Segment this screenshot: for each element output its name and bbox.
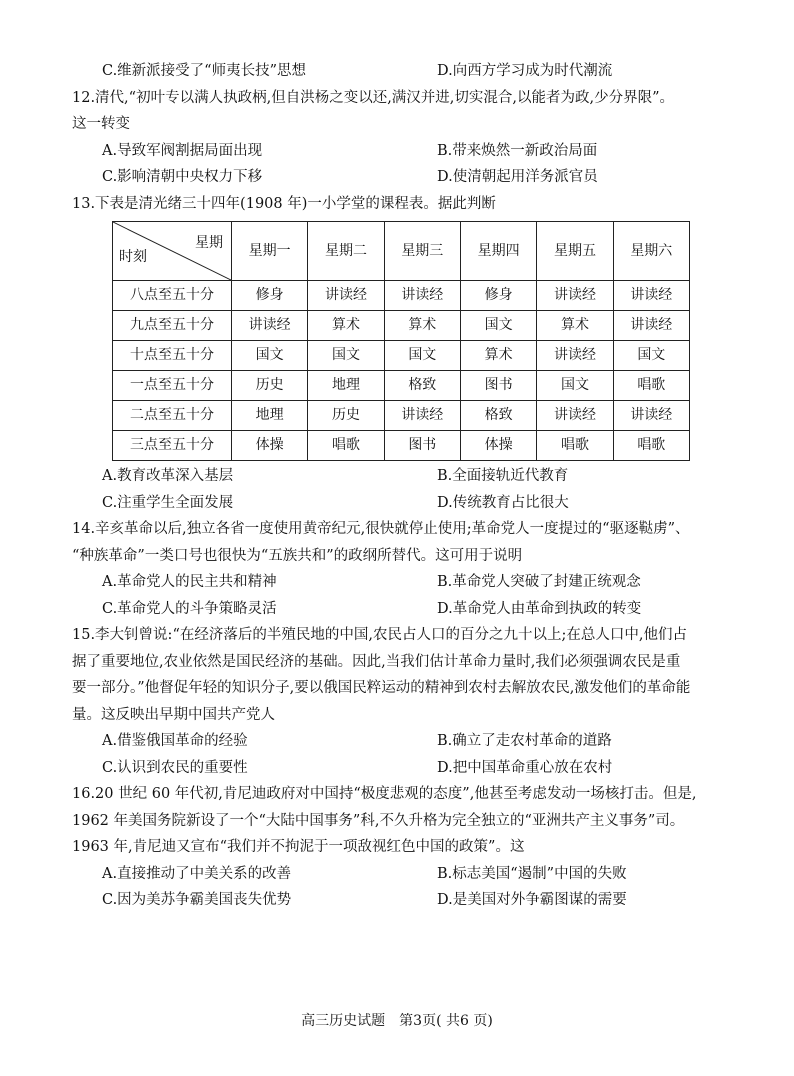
schedule-row	[113, 341, 690, 371]
subject-cell: 国文	[537, 371, 613, 401]
schedule-row	[113, 401, 690, 431]
q16-stem-line: 1962 年美国务院新设了一个“大陆中国事务”科,不久升格为完全独立的“亚洲共产主义事务”司。	[72, 812, 685, 829]
subject-cell: 地理	[308, 371, 384, 401]
time-cell: 九点至五十分	[113, 311, 232, 341]
q16-option-c: C.因为美苏争霸美国丧失优势	[102, 892, 292, 908]
q15-option-c: C.认识到农民的重要性	[102, 759, 248, 776]
q12-option-a: A.导致军阀割据局面出现	[102, 142, 263, 159]
schedule-corner-cell	[113, 222, 232, 281]
time-cell: 三点至五十分	[113, 431, 232, 461]
q16-stem-line: 16.20 世纪 60 年代初,肯尼迪政府对中国持“极度悲观的态度”,他甚至考虑发动一场核打击。但是,	[72, 786, 697, 802]
subject-cell: 算术	[308, 311, 384, 341]
day-header: 星期一	[232, 222, 308, 281]
q15-option-a: A.借鉴俄国革命的经验	[102, 733, 248, 749]
subject-cell: 讲读经	[613, 401, 689, 431]
q14-stem-line: “种族革命”一类口号也很快为“五族共和”的政纲所替代。这可用于说明	[72, 547, 523, 564]
subject-cell: 讲读经	[537, 281, 613, 311]
q12-options-cd	[0, 164, 794, 191]
schedule-row	[113, 431, 690, 461]
subject-cell: 地理	[232, 401, 308, 431]
subject-cell: 修身	[460, 281, 536, 311]
subject-cell: 算术	[460, 341, 536, 371]
q15-option-b: B.确立了走农村革命的道路	[437, 733, 612, 749]
q12-option-b: B.带来焕然一新政治局面	[437, 142, 598, 159]
q16-options-ab	[0, 861, 794, 888]
subject-cell: 唱歌	[613, 371, 689, 401]
q16-stem-line: 1963 年,肯尼迪又宣布“我们并不拘泥于一项敌视红色中国的政策”。这	[72, 839, 525, 855]
subject-cell: 国文	[384, 341, 460, 371]
time-cell: 二点至五十分	[113, 401, 232, 431]
q11-option-d: D.向西方学习成为时代潮流	[437, 63, 613, 79]
subject-cell: 讲读经	[384, 401, 460, 431]
q13-option-d: D.传统教育占比很大	[437, 494, 569, 511]
q12-stem-line: 12.清代,“初叶专以满人执政柄,但自洪杨之变以还,满汉并进,切实混合,以能者为政,少分界限”。	[72, 89, 675, 106]
subject-cell: 讲读经	[232, 311, 308, 341]
day-header: 星期三	[384, 222, 460, 281]
q14-option-a: A.革命党人的民主共和精神	[102, 574, 277, 590]
subject-cell: 讲读经	[537, 341, 613, 371]
page-footer: 高三历史试题 第3页( 共6 页)	[301, 1013, 493, 1029]
subject-cell: 唱歌	[537, 431, 613, 461]
q15-stem-line: 要一部分。”他督促年轻的知识分子,要以俄国民粹运动的精神到农村去解放农民,激发他们的革命能	[72, 680, 691, 696]
q13-option-c: C.注重学生全面发展	[102, 494, 234, 511]
q12-option-c: C.影响清朝中央权力下移	[102, 169, 263, 185]
q14-options-cd	[0, 596, 794, 623]
subject-cell: 唱歌	[308, 431, 384, 461]
day-header: 星期五	[537, 222, 613, 281]
q15-stem-line: 15.李大钊曾说:“在经济落后的半殖民地的中国,农民占人口的百分之九十以上;在总人口中,他们占	[72, 627, 687, 643]
subject-cell: 体操	[232, 431, 308, 461]
subject-cell: 讲读经	[537, 401, 613, 431]
q14-option-d: D.革命党人由革命到执政的转变	[437, 600, 642, 617]
subject-cell: 算术	[537, 311, 613, 341]
q12-option-d: D.使清朝起用洋务派官员	[437, 169, 598, 185]
subject-cell: 讲读经	[613, 311, 689, 341]
q16-options-cd	[0, 887, 794, 914]
time-cell: 八点至五十分	[113, 281, 232, 311]
subject-cell: 格致	[460, 401, 536, 431]
subject-cell: 算术	[384, 311, 460, 341]
subject-cell: 国文	[308, 341, 384, 371]
time-cell: 一点至五十分	[113, 371, 232, 401]
schedule-row	[113, 371, 690, 401]
q14-option-c: C.革命党人的斗争策略灵活	[102, 600, 277, 617]
day-header: 星期四	[460, 222, 536, 281]
subject-cell: 国文	[232, 341, 308, 371]
q15-option-d: D.把中国革命重心放在农村	[437, 759, 613, 776]
q12-options-ab	[0, 138, 794, 165]
q13-stem	[0, 191, 794, 218]
schedule-header-row	[113, 222, 690, 281]
content	[0, 58, 794, 914]
q13-options-cd	[0, 490, 794, 517]
q13-option-a: A.教育改革深入基层	[102, 468, 234, 484]
schedule-row	[113, 311, 690, 341]
q14-options-ab	[0, 569, 794, 596]
subject-cell: 历史	[308, 401, 384, 431]
time-cell: 十点至五十分	[113, 341, 232, 371]
q13-options-ab	[0, 463, 794, 490]
corner-label-day: 星期	[195, 235, 223, 251]
q12-stem-line: 这一转变	[72, 116, 130, 132]
subject-cell: 历史	[232, 371, 308, 401]
q15-options-cd	[0, 755, 794, 782]
q14-option-b: B.革命党人突破了封建正统观念	[437, 574, 641, 590]
subject-cell: 修身	[232, 281, 308, 311]
q15-stem	[0, 622, 794, 728]
q16-stem	[0, 781, 794, 861]
subject-cell: 格致	[384, 371, 460, 401]
q15-stem-line: 据了重要地位,农业依然是国民经济的基础。因此,当我们估计革命力量时,我们必须强调农民是重	[72, 653, 681, 670]
q15-stem-line: 量。这反映出早期中国共产党人	[72, 706, 275, 723]
subject-cell: 图书	[384, 431, 460, 461]
schedule-row	[113, 281, 690, 311]
q11-options-cd	[0, 58, 794, 85]
schedule-table	[112, 221, 690, 461]
q11-option-c: C.维新派接受了“师夷长技”思想	[102, 63, 307, 79]
corner-label-time: 时刻	[119, 248, 147, 265]
q16-option-a: A.直接推动了中美关系的改善	[102, 865, 292, 882]
q14-stem-line: 14.辛亥革命以后,独立各省一度使用黄帝纪元,很快就停止使用;革命党人一度提过的“驱逐鞑虏”、	[72, 521, 690, 537]
day-header: 星期二	[308, 222, 384, 281]
q13-stem-line: 13.下表是清光绪三十四年(1908 年)一小学堂的课程表。据此判断	[72, 195, 496, 212]
q16-option-d: D.是美国对外争霸图谋的需要	[437, 892, 627, 908]
subject-cell: 讲读经	[613, 281, 689, 311]
q14-stem	[0, 516, 794, 569]
subject-cell: 国文	[613, 341, 689, 371]
subject-cell: 国文	[460, 311, 536, 341]
subject-cell: 体操	[460, 431, 536, 461]
q15-options-ab	[0, 728, 794, 755]
subject-cell: 讲读经	[308, 281, 384, 311]
q13-option-b: B.全面接轨近代教育	[437, 468, 569, 484]
subject-cell: 唱歌	[613, 431, 689, 461]
q16-option-b: B.标志美国“遏制”中国的失败	[437, 865, 627, 882]
subject-cell: 讲读经	[384, 281, 460, 311]
day-header: 星期六	[613, 222, 689, 281]
q12-stem	[0, 85, 794, 138]
subject-cell: 图书	[460, 371, 536, 401]
